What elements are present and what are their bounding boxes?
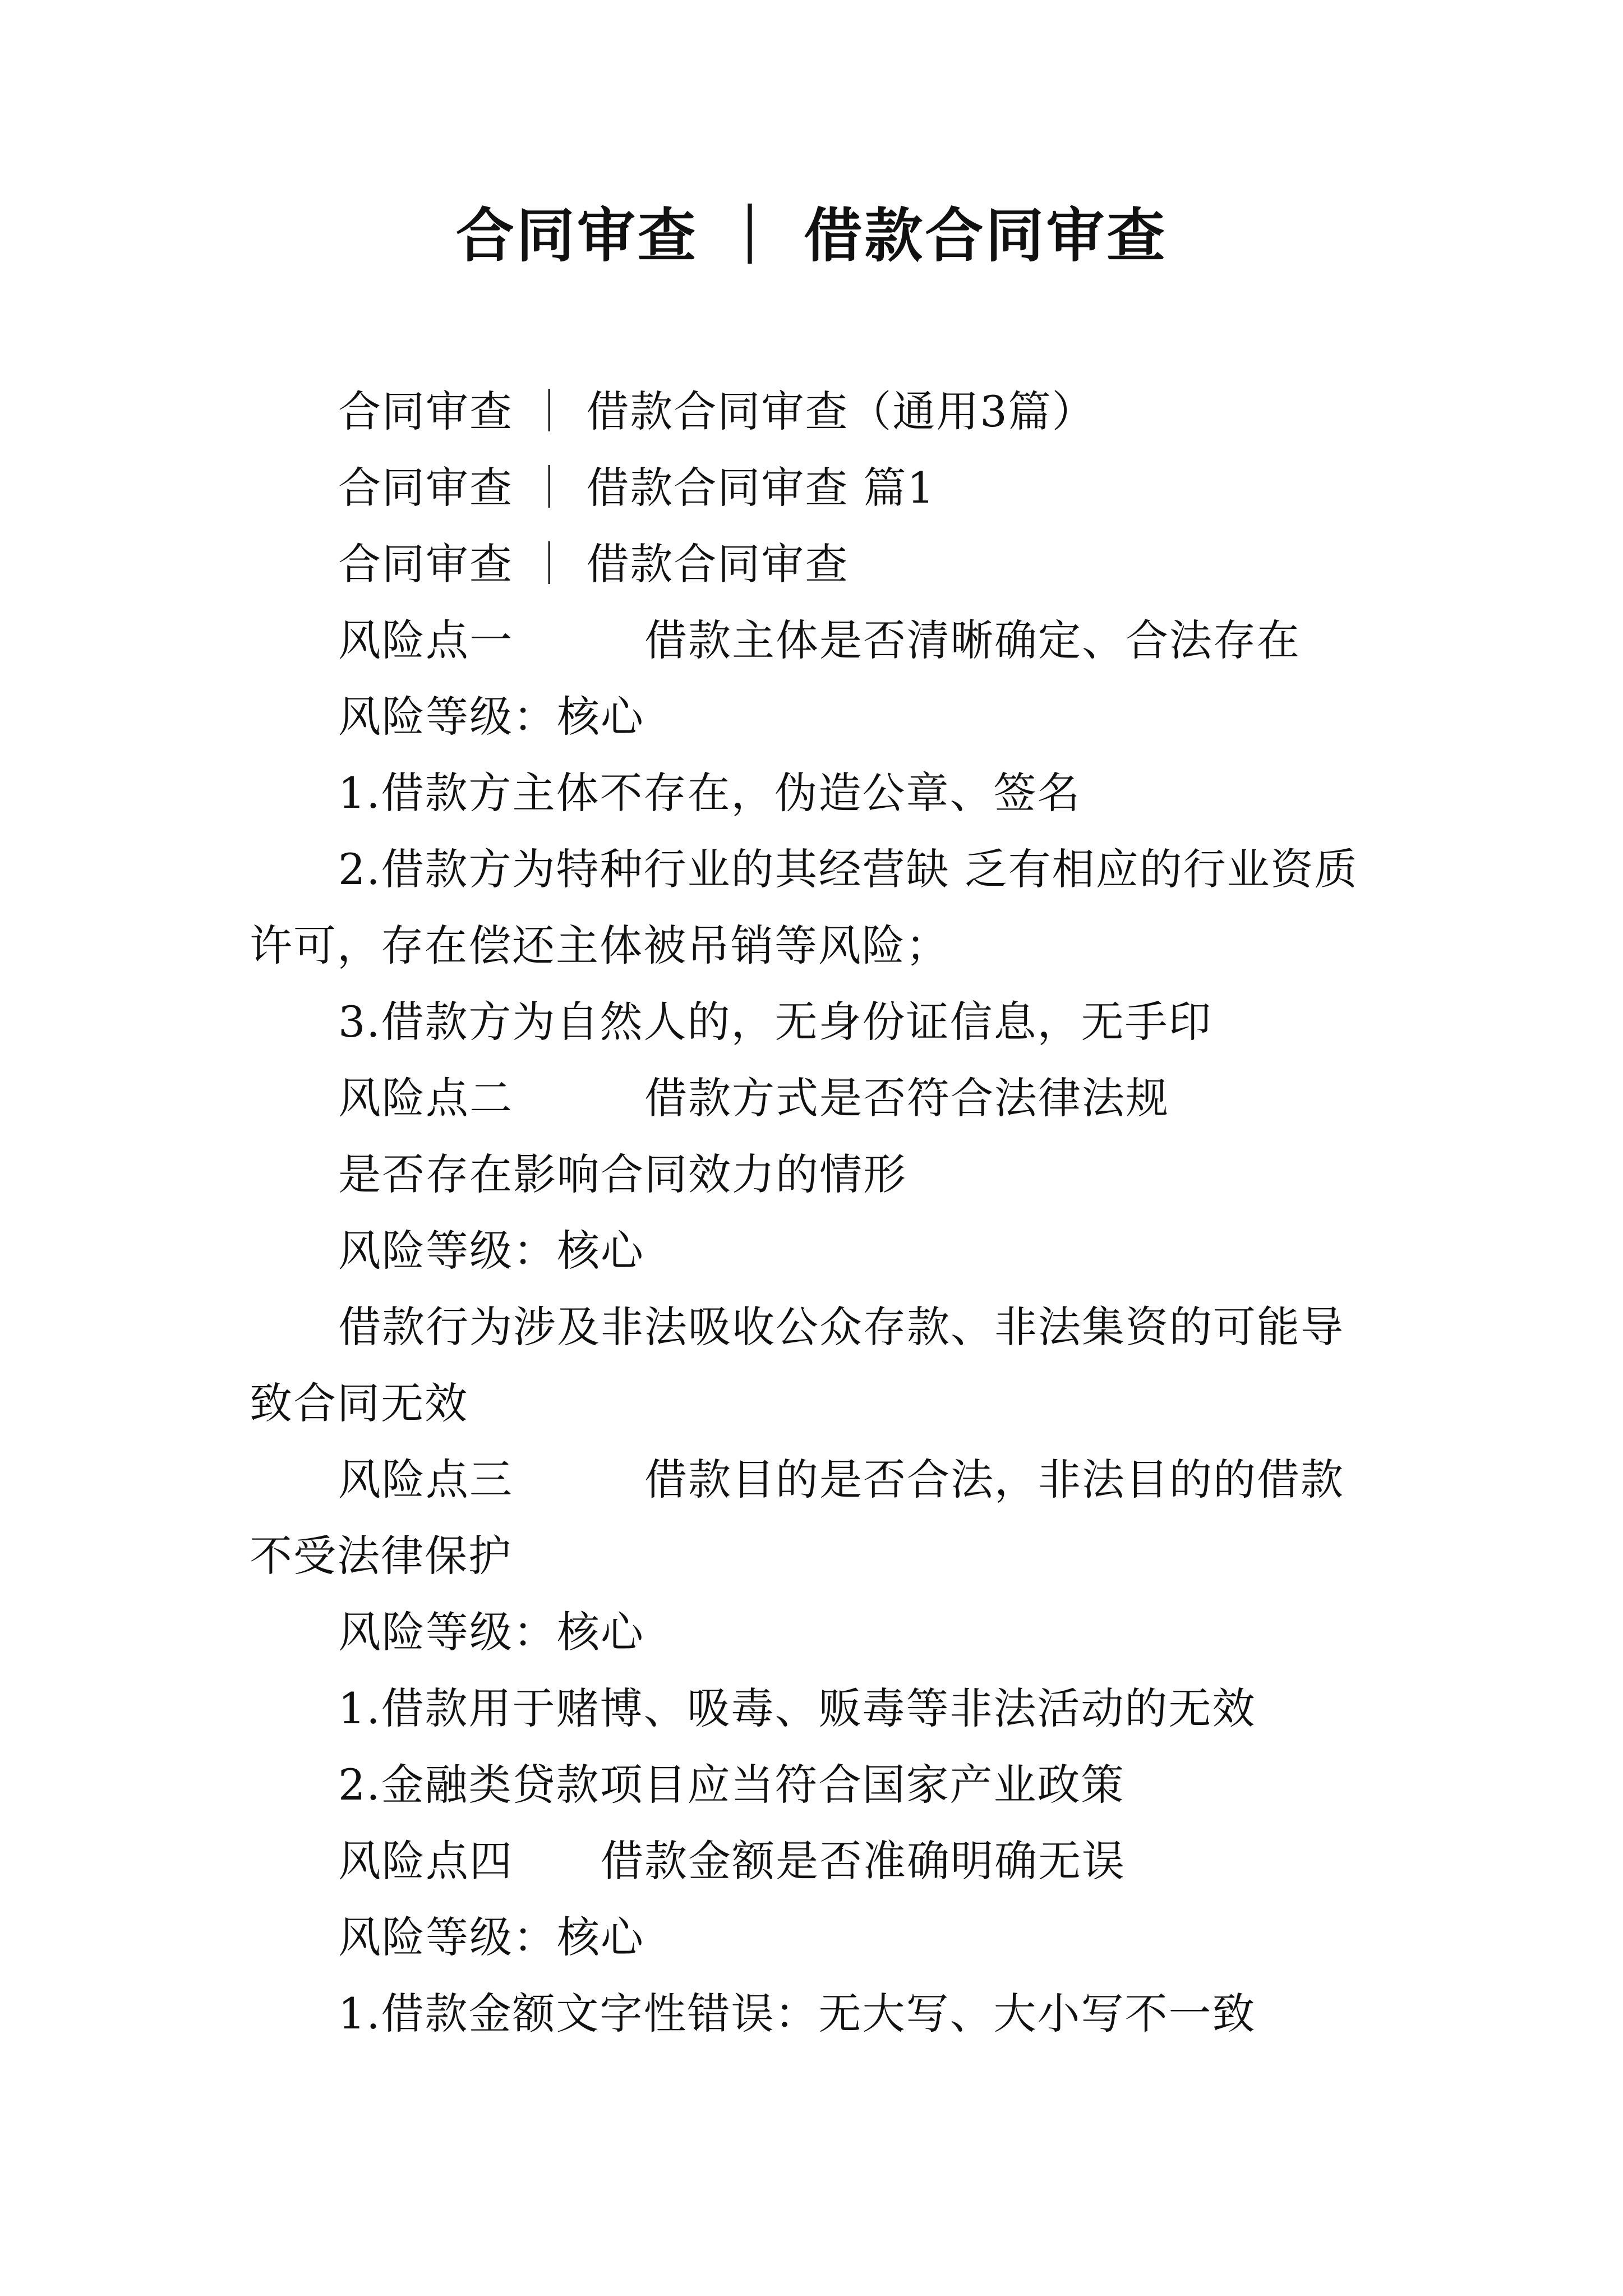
risk-point-2-item-1: 借款行为涉及非法吸收公众存款、非法集资的可能导致合同无效 (250, 1302, 1344, 1428)
risk-level-3: 风险等级：核心 (338, 1607, 644, 1657)
risk-level-1: 风险等级：核心 (338, 692, 644, 742)
risk-point-1-item-3: 3.借款方为自然人的，无身份证信息，无手印 (338, 997, 1212, 1047)
risk-level-4: 风险等级：核心 (338, 1912, 644, 1962)
risk-point-3-item-1: 1.借款用于赌博、吸毒、贩毒等非法活动的无效 (338, 1683, 1256, 1733)
risk-point-1-heading: 风险点一 借款主体是否清晰确定、合法存在 (338, 615, 1301, 665)
risk-point-4-item-1: 1.借款金额文字性错误：无大写、大小写不一致 (338, 1989, 1256, 2039)
risk-point-4-heading: 风险点四 借款金额是否准确明确无误 (338, 1836, 1126, 1886)
risk-point-3-heading: 风险点三 借款目的是否合法，非法目的的借款不受法律保护 (250, 1455, 1344, 1581)
risk-point-1-item-1: 1.借款方主体不存在，伪造公章、签名 (338, 768, 1081, 818)
paragraph-chapter-heading: 合同审查 ｜ 借款合同审查 篇1 (338, 463, 935, 513)
risk-point-1-item-2: 2.借款方为特种行业的其经营缺 乏有相应的行业资质许可，存在偿还主体被吊销等风险； (250, 844, 1358, 970)
paragraph-subtitle: 合同审查 ｜ 借款合同审查（通用3篇） (338, 386, 1096, 436)
document-title: 合同审查 ｜ 借款合同审查 (455, 201, 1168, 270)
document-body (250, 374, 1382, 2052)
risk-point-2-heading: 风险点二 借款方式是否符合法律法规 (338, 1073, 1169, 1123)
risk-level-2: 风险等级：核心 (338, 1226, 644, 1276)
paragraph-section-heading: 合同审查 ｜ 借款合同审查 (338, 539, 849, 589)
risk-point-3-item-2: 2.金融类贷款项目应当符合国家产业政策 (338, 1760, 1125, 1810)
risk-point-2-subheading: 是否存在影响合同效力的情形 (338, 1149, 907, 1199)
